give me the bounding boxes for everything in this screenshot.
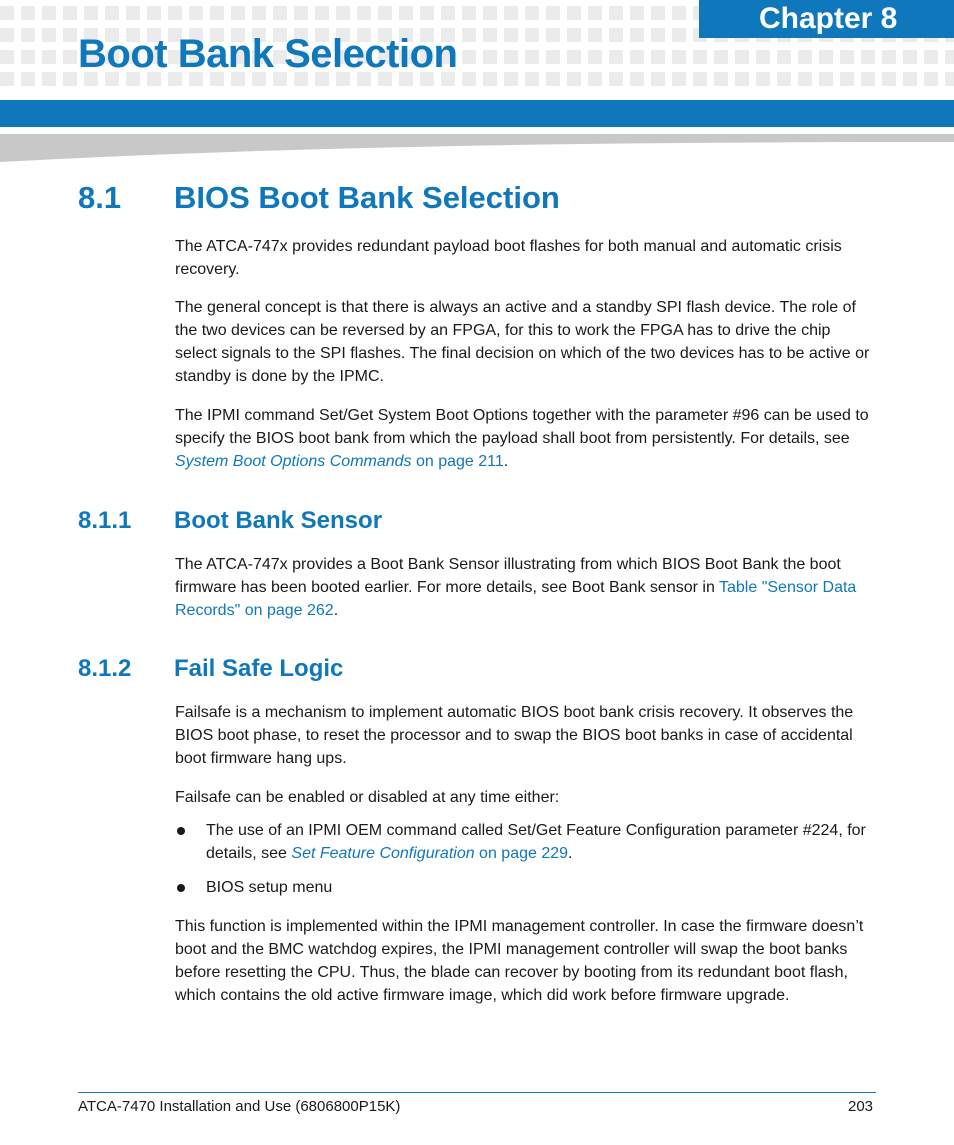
footer-page-number: 203 [848,1098,874,1115]
list-item [175,876,875,899]
footer-document-title: ATCA-7470 Installation and Use (6806800P15K) [78,1098,401,1115]
link-page: on page 229 [474,845,569,862]
paragraph-text: The IPMI command Set/Get System Boot Options together with the parameter #96 can be used to specify the BIOS boot bank from which the payload shall boot from persistently. For details, see [175,407,869,447]
list-item-text-part: The use of an IPMI OEM command called Set/Get Feature Configuration parameter #224, for details, see [206,822,866,862]
section-heading-8-1 [78,180,560,216]
section-title: BIOS Boot Bank Selection [174,180,560,215]
section-number: 8.1.1 [78,507,132,534]
cross-reference-link[interactable] [175,453,504,470]
section-number: 8.1 [78,180,122,215]
bullet-icon [177,884,185,892]
chapter-label: Chapter 8 [699,0,954,38]
cross-reference-link[interactable] [291,845,568,862]
section-heading-8-1-2 [78,655,343,683]
link-page: on page 211 [411,453,504,470]
link-title: Set Feature Configuration [291,845,475,862]
paragraph: The general concept is that there is always an active and a standby SPI flash device. The role of the two devices can be reversed by an FPGA, for this to work the FPGA has to drive the chip select signals to the SPI flashes. The final decision on which of the two devices has to be active or standby is done by the IPMC. [175,299,870,385]
section-title: Fail Safe Logic [174,655,344,682]
paragraph: Failsafe is a mechanism to implement automatic BIOS boot bank crisis recovery. It observes the BIOS boot phase, to reset the processor and to swap the BIOS boot banks in case of accidental boot firmware hang ups. [175,704,854,767]
paragraph-text: The ATCA-747x provides a Boot Bank Sensor illustrating from which BIOS Boot Bank the boot firmware has been booted earlier. For more details, see Boot Bank sensor in [175,556,841,596]
list-item-text [206,819,875,865]
section-title: Boot Bank Sensor [174,507,383,534]
paragraph: This function is implemented within the IPMI management controller. In case the firmware doesn’t boot and the BMC watchdog expires, the IPMI management controller will swap the boot banks before resetting the CPU. Thus, the blade can recover by booting from its redundant boot flash, which contains the old active firmware image, which did work before firmware upgrade. [175,918,864,1004]
section-number: 8.1.2 [78,655,132,682]
paragraph-text: . [333,602,339,619]
footer-divider [78,1092,876,1093]
cross-reference-link[interactable]: Table "Sensor Data Records" on page 262 [175,579,857,619]
list-item [175,819,875,865]
header-gray-swoosh [0,128,954,162]
paragraph [175,553,875,622]
bullet-icon [177,827,185,835]
paragraph-text: . [503,453,509,470]
header-blue-band [0,100,954,127]
list-item-text: BIOS setup menu [206,879,333,896]
page-title: Boot Bank Selection [78,32,458,76]
section-heading-8-1-1 [78,507,382,535]
paragraph: Failsafe can be enabled or disabled at any time either: [175,789,560,806]
paragraph [175,404,875,473]
list-item-text-part: . [568,845,573,862]
paragraph: The ATCA-747x provides redundant payload boot flashes for both manual and automatic crisis recovery. [175,238,842,278]
link-title: System Boot Options Commands [175,453,412,470]
